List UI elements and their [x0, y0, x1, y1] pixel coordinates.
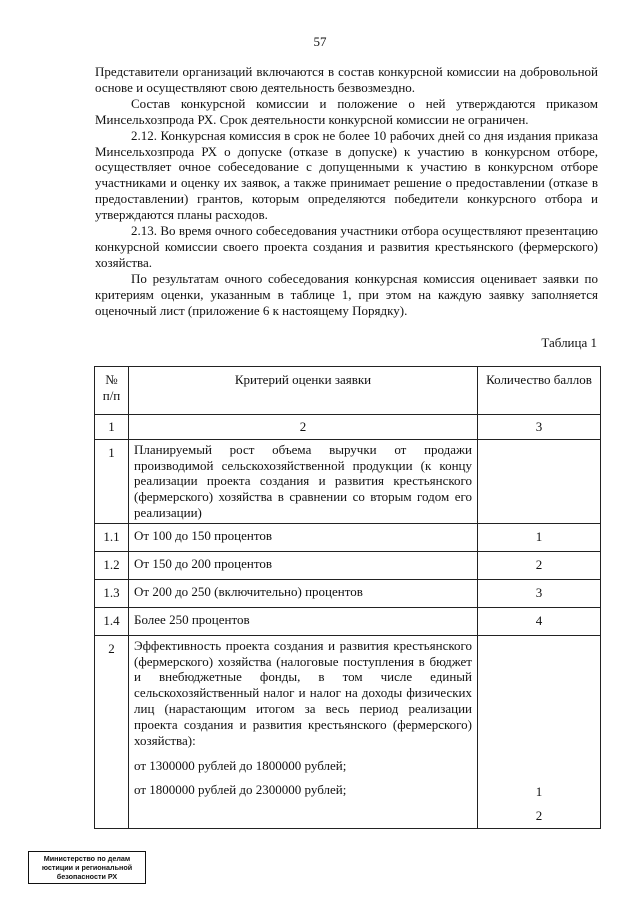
- row-criterion-text: Эффективность проекта создания и развития крестьянского (фермерского) хозяйства (налоговые поступления в бюджет и внебюджетные фонды, в том числе единый сельскохозяйственный налог и налог на доходы физических лиц (нарастающим итогом за весь период реализации проекта создания и развития крестьянского (фермерского) хозяйства):: [134, 637, 472, 748]
- row-num: 2: [95, 635, 129, 828]
- row-score: 3: [478, 579, 601, 607]
- stamp-line: Министерство по делам: [43, 854, 131, 863]
- row-score: 1: [478, 523, 601, 551]
- body-text: [95, 64, 598, 319]
- paragraph: 2.13. Во время очного собеседования участники отбора осуществляют презентацию конкурсной комиссии своего проекта создания и развития крестьянского (фермерского) хозяйства.: [95, 223, 598, 270]
- option-text: от 1800000 рублей до 2300000 рублей;: [134, 782, 347, 798]
- table-row: [95, 635, 601, 828]
- row-criterion: От 200 до 250 (включительно) процентов: [129, 579, 478, 607]
- stamp-line: безопасности РХ: [56, 872, 118, 881]
- row-score: 4: [478, 607, 601, 635]
- column-number: 1: [95, 415, 129, 440]
- page-number: 57: [313, 34, 327, 49]
- row-criterion: Планируемый рост объема выручки от продажи производимой сельскохозяйственной продукции (к концу реализации проекта создания и развития крестьянского (фермерского) хозяйства в сравнении со вторым годом его реализации): [129, 439, 478, 523]
- row-num: 1: [95, 439, 129, 523]
- paragraph: По результатам очного собеседования конкурсная комиссия оценивает заявки по критериям оценки, указанным в таблице 1, при этом на каждую заявку заполняется оценочный лист (приложение 6 к настоящему Порядку).: [95, 270, 598, 318]
- row-criterion: От 150 до 200 процентов: [129, 551, 478, 579]
- table-row: [95, 439, 601, 523]
- column-number: 2: [129, 415, 478, 440]
- table-header-row: [95, 367, 601, 415]
- row-criterion: Более 250 процентов: [129, 607, 478, 635]
- row-num: 1.2: [95, 551, 129, 579]
- criteria-table: [94, 366, 601, 829]
- paragraph: 2.12. Конкурсная комиссия в срок не более 10 рабочих дней со дня издания приказа Минсельхозпрода РХ о допуске (отказе в допуске) к участию в конкурсном отборе, осуществляет очное собеседование с допущенными к участию в конкурсном отборе участниками и оценку их заявок, а также принимает решение о предоставлении (отказе в предоставлении) грантов, которым определяются победители конкурсного отбора и утверждаются планы расходов.: [95, 127, 598, 223]
- table-row: [95, 579, 601, 607]
- table-caption: Таблица 1: [541, 335, 597, 350]
- row-score: 2: [478, 551, 601, 579]
- paragraph: Представители организаций включаются в состав конкурсной комиссии на добровольной основе и осуществляют свою деятельность безвозмездно.: [95, 64, 598, 95]
- column-number-row: [95, 415, 601, 440]
- header-num: № п/п: [95, 367, 129, 415]
- row-criterion: От 100 до 150 процентов: [129, 523, 478, 551]
- header-score: Количество баллов: [478, 367, 601, 415]
- header-criterion: Критерий оценки заявки: [129, 367, 478, 415]
- row-num: 1.4: [95, 607, 129, 635]
- row-num: 1.3: [95, 579, 129, 607]
- ministry-stamp: [28, 851, 146, 884]
- option-score: 2: [535, 807, 543, 823]
- option-text: от 1300000 рублей до 1800000 рублей;: [134, 758, 347, 774]
- row-criterion: [129, 635, 478, 828]
- table-row: [95, 551, 601, 579]
- column-number: 3: [478, 415, 601, 440]
- row-num: 1.1: [95, 523, 129, 551]
- option-score: 1: [535, 783, 543, 799]
- stamp-line: юстиции и региональной: [41, 863, 133, 872]
- row-score: [478, 635, 601, 828]
- table-row: [95, 523, 601, 551]
- row-score: [478, 439, 601, 523]
- table-row: [95, 607, 601, 635]
- paragraph: Состав конкурсной комиссии и положение о ней утверждаются приказом Минсельхозпрода РХ. Срок деятельности конкурсной комиссии не ограничен.: [95, 95, 598, 127]
